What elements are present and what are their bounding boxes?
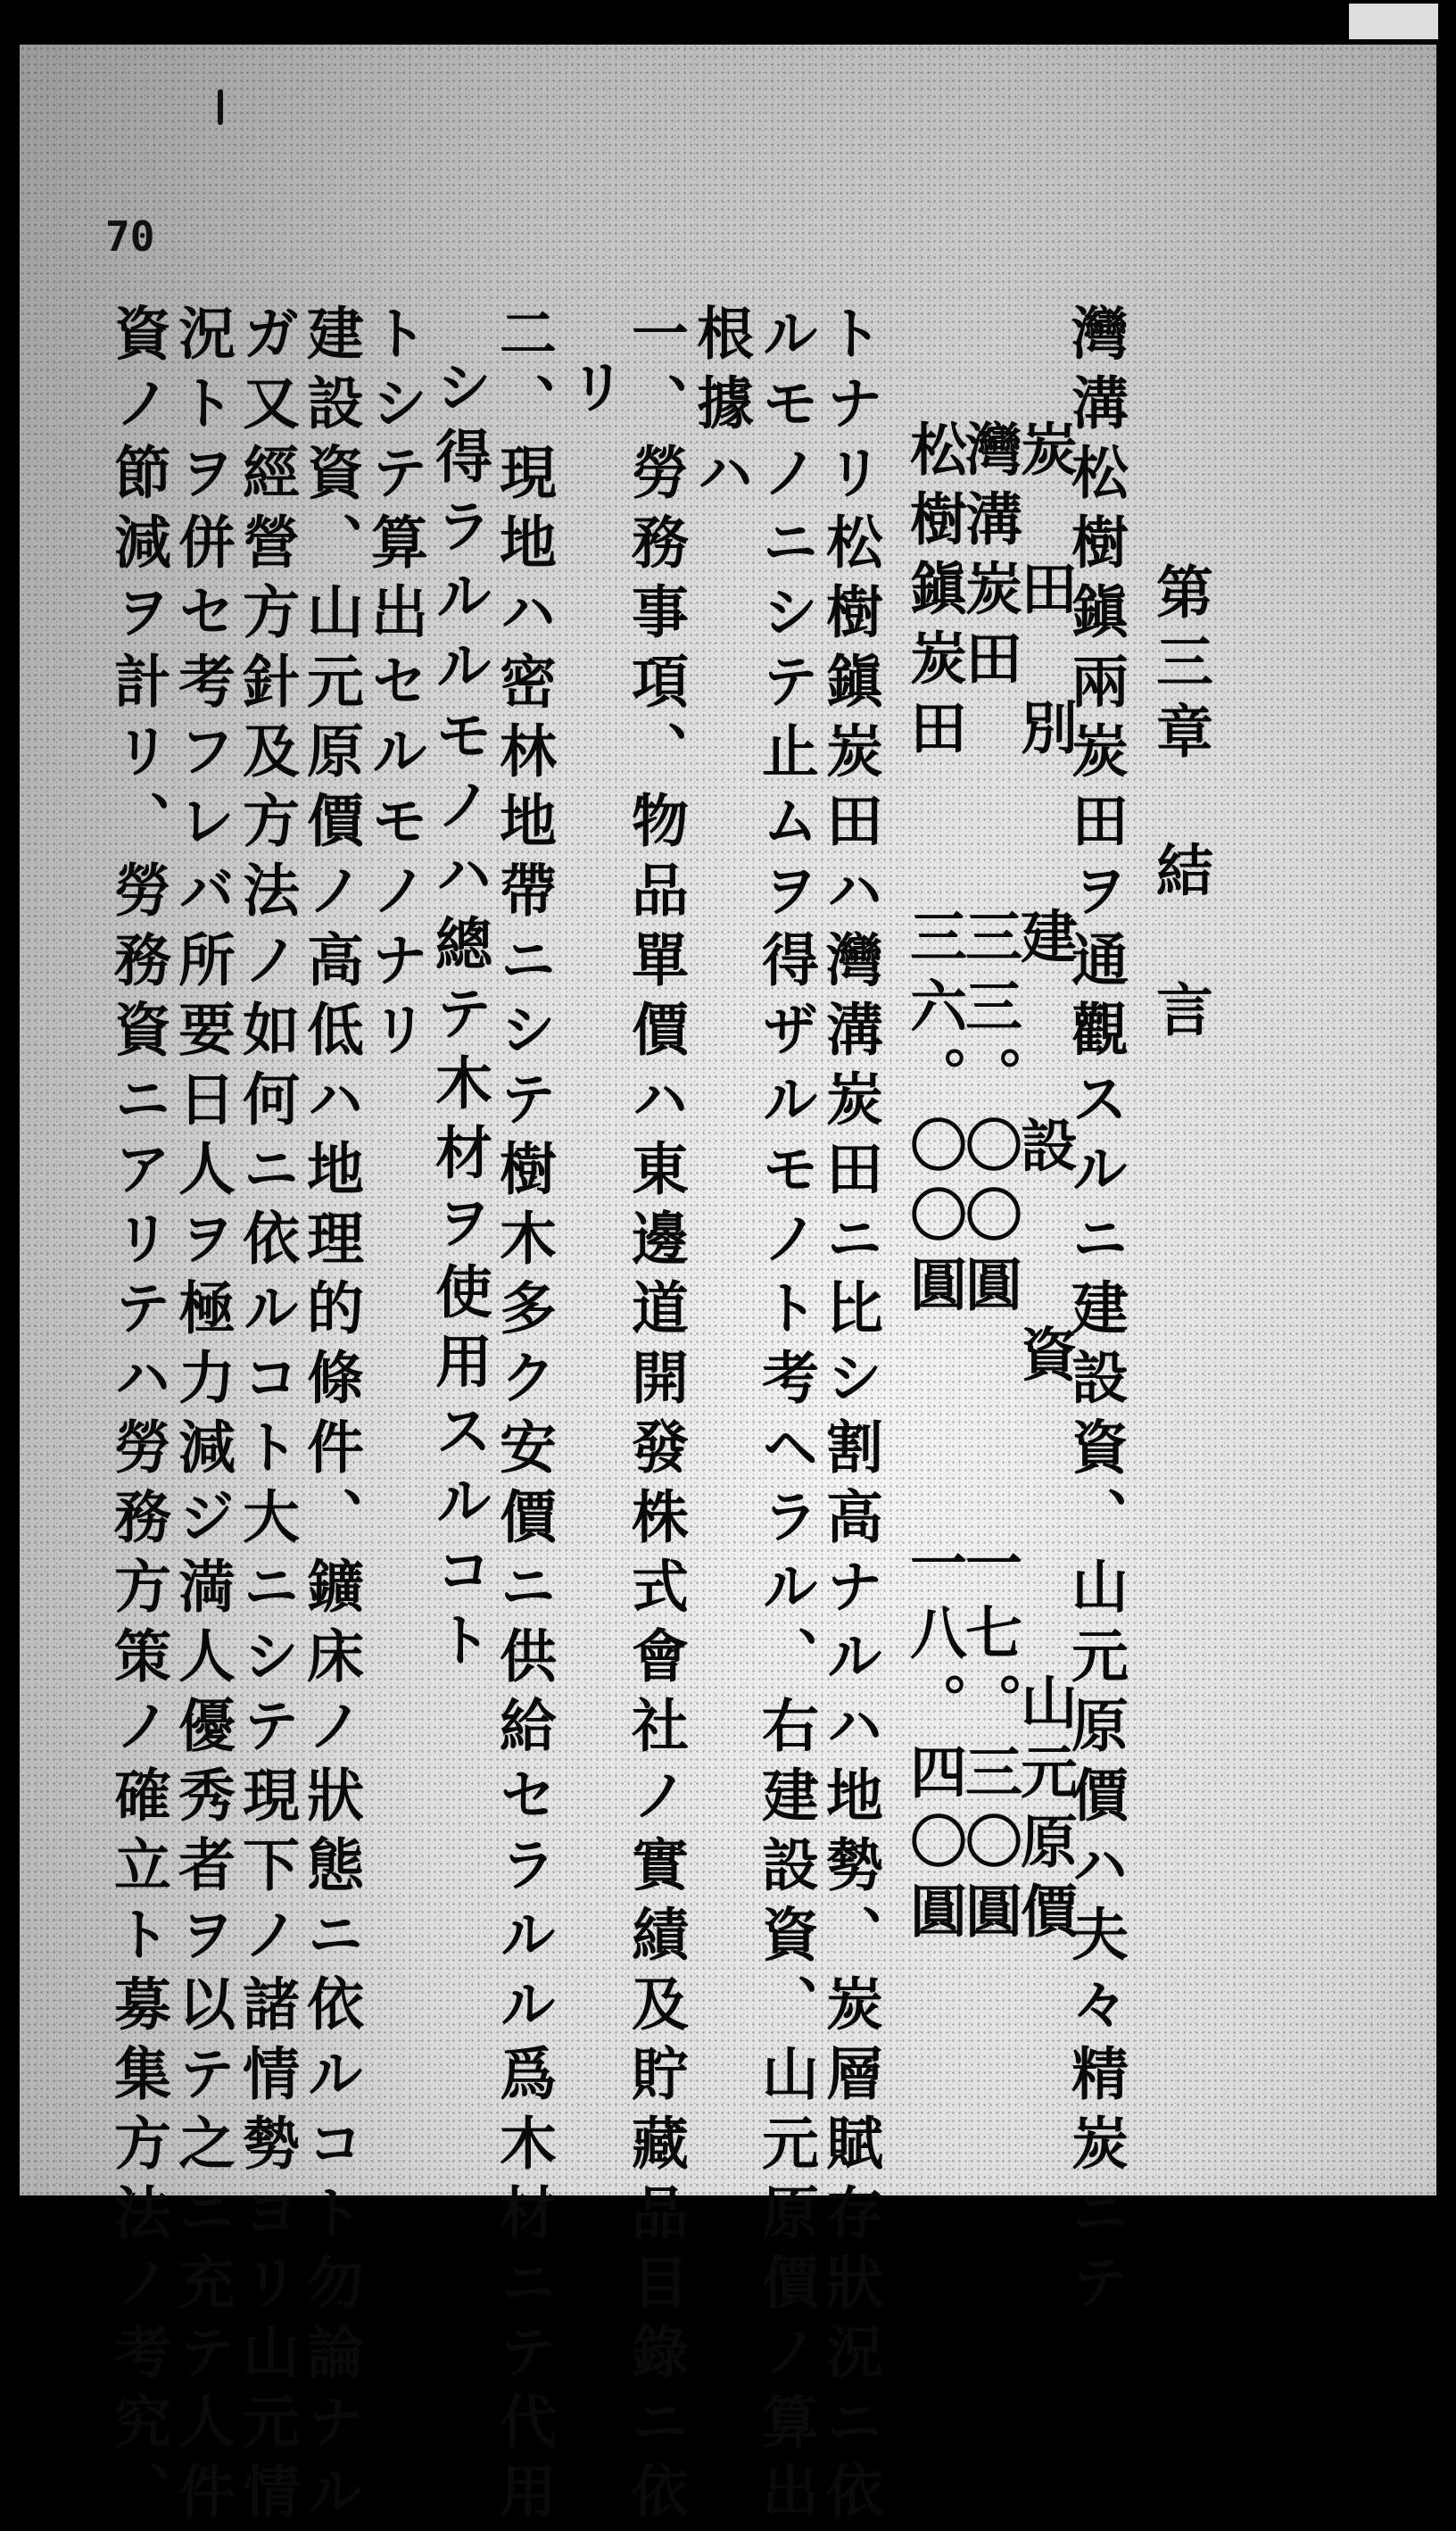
corner-mark <box>1349 4 1438 39</box>
text-column-13: 建設資、山元原價ノ高低ハ地理的條件、鑛床ノ狀態ニ依ルコト勿論ナル <box>297 303 364 2531</box>
scratch-mark <box>218 89 223 125</box>
text-column-8: 一、勞務事項、物品單價ハ東邊道開發株式會社ノ實績及貯藏品目錄ニ依 <box>622 303 689 2531</box>
text-column-3: 灣溝炭田 三三。〇〇圓 一七。三〇圓 <box>956 419 1022 1951</box>
text-column-7: 根據ハ <box>687 303 754 512</box>
text-column-14: ガ又經營方針及方法ノ如何ニ依ルコト大ニシテ現下ノ諸情勢ヨリ山元情 <box>233 303 300 2531</box>
text-column-16: 資ノ節減ヲ計リ、勞務資ニアリテハ勞務方策ノ確立ト募集方法ノ考究、 <box>104 303 171 2531</box>
text-column-12: トシテ算出セルモノナリ <box>361 303 428 1069</box>
text-column-11: シ得ラルルモノハ總テ木材ヲ使用スルコト <box>426 357 492 1680</box>
text-column-6: ルモノニシテ止ムヲ得ザルモノト考ヘラル、右建設資、山元原價ノ算出 <box>752 303 819 2531</box>
chapter-heading: 第三章 結 言 <box>1146 562 1213 1050</box>
text-column-9: リ <box>559 357 626 427</box>
text-column-5: トナリ松樹鎭炭田ハ灣溝炭田ニ比シ割高ナルハ地勢、炭層賦存狀況ニ依 <box>816 303 883 2531</box>
text-column-1: 灣溝松樹鎭兩炭田ヲ通觀スルニ建設資、山元原價ハ夫々精炭ニテ <box>1062 303 1129 2322</box>
page-number: 70 <box>105 212 155 261</box>
text-column-10: 二、現地ハ密林地帶ニシテ樹木多ク安價ニ供給セラルル爲木材ニテ代用 <box>490 303 557 2531</box>
text-column-2: 炭 田 別 建 設 資 山元原價 <box>1011 419 1078 1951</box>
text-column-4: 松樹鎭炭田 三六。〇〇圓 一八。四〇圓 <box>900 419 967 1951</box>
text-column-15: 況トヲ併セ考フレバ所要日人ヲ極力減ジ満人優秀者ヲ以テ之ニ充テ人件 <box>169 303 236 2531</box>
